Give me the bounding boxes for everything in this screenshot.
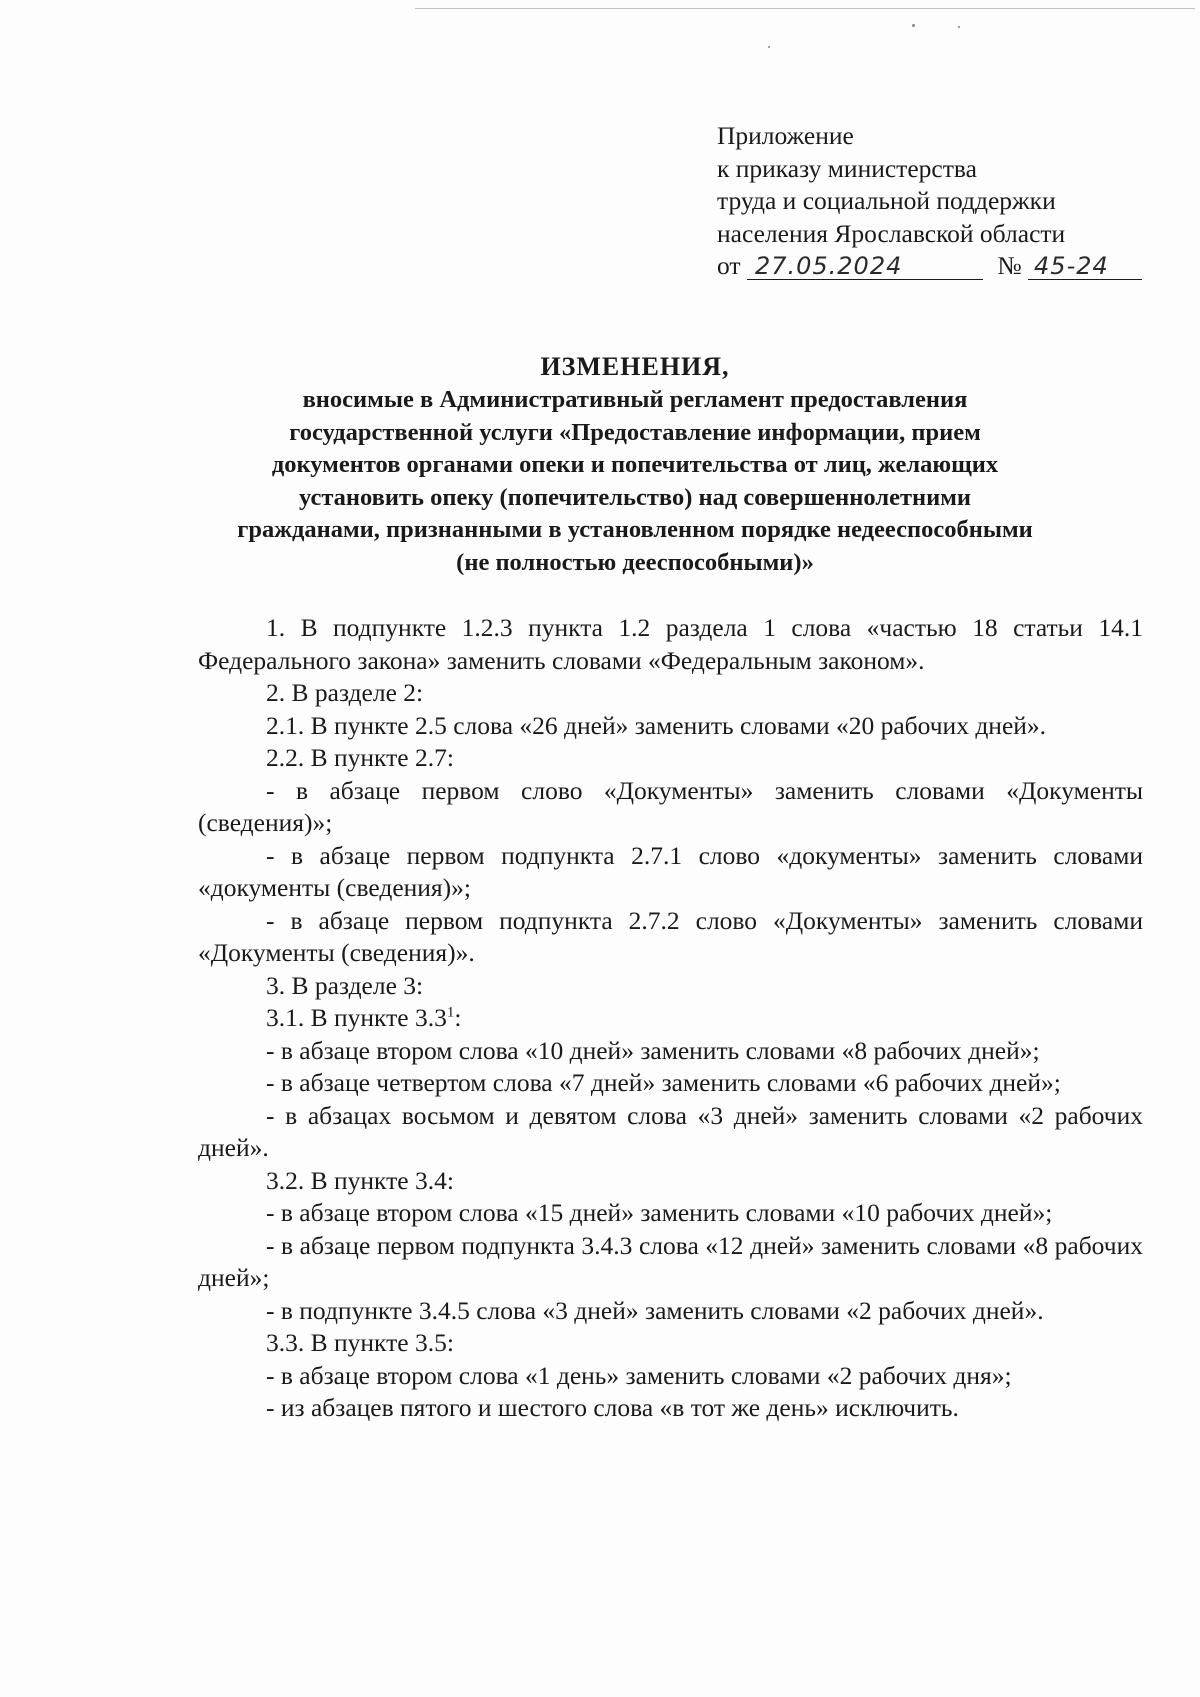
title-main: ИЗМЕНЕНИЯ, <box>540 352 730 381</box>
scan-speck <box>768 46 770 48</box>
title-line: государственной услуги «Предоставление информации, прием <box>289 418 981 446</box>
paragraph: - в абзаце четвертом слова «7 дней» заменить словами «6 рабочих дней»; <box>266 1068 1061 1097</box>
title-line: вносимые в Административный регламент предоставления <box>302 386 968 413</box>
paragraph: - в абзаце втором слова «15 дней» заменить словами «10 рабочих дней»; <box>266 1198 1053 1227</box>
title-line: гражданами, признанными в установленном порядке недееспособными <box>237 516 1033 543</box>
paragraph: - из абзацев пятого и шестого слова «в тот же день» исключить. <box>266 1393 959 1422</box>
appendix-header <box>717 120 1142 283</box>
paragraph: 2.1. В пункте 2.5 слова «26 дней» заменить словами «20 рабочих дней». <box>266 710 1047 740</box>
paragraph: 3. В разделе 3: <box>266 970 424 1000</box>
paragraph: 3.3. В пункте 3.5: <box>266 1328 454 1357</box>
number-prefix: № <box>997 251 1022 280</box>
paragraph-3-3 <box>198 1002 1143 1035</box>
paragraph-text: 3.1. В пункте 3.3 <box>266 1003 447 1032</box>
appendix-line: населения Ярославской области <box>717 218 1066 248</box>
paragraph: - в абзаце втором слова «1 день» заменить словами «2 рабочих дня»; <box>266 1360 1012 1390</box>
paragraph: - в абзаце первом слово «Документы» заменить словами «Документы (сведения)»; <box>198 775 1143 837</box>
paragraph: 2. В разделе 2: <box>266 678 424 707</box>
paragraph: - в абзацах восьмом и девятом слова «3 дней» заменить словами «2 рабочих дней». <box>198 1100 1143 1162</box>
scan-speck <box>958 26 960 28</box>
paragraph: 1. В подпункте 1.2.3 пункта 1.2 раздела 1 слова «частью 18 статьи 14.1 Федерального закона» заменить словами «Федеральным законом». <box>198 613 1143 675</box>
appendix-line: к приказу министерства <box>717 153 977 183</box>
paragraph: - в абзаце первом подпункта 3.4.3 слова «12 дней» заменить словами «8 рабочих дней»; <box>198 1230 1143 1292</box>
paragraph: - в подпункте 3.4.5 слова «3 дней» заменить словами «2 рабочих дней». <box>266 1295 1044 1325</box>
superscript: 1 <box>446 1004 455 1021</box>
paragraph: - в абзаце первом подпункта 2.7.2 слово «Документы» заменить словами «Документы (сведения)». <box>198 905 1143 967</box>
handwritten-date: 27.05.2024 <box>747 253 983 280</box>
title-line: установить опеку (попечительство) над совершеннолетними <box>298 483 972 511</box>
date-prefix: от <box>717 251 741 280</box>
paragraph-suffix: : <box>454 1003 462 1032</box>
paragraph: 2.2. В пункте 2.7: <box>266 743 454 772</box>
appendix-date-row <box>717 250 1142 283</box>
appendix-line: труда и социальной поддержки <box>717 186 1056 215</box>
scan-speck <box>912 24 915 27</box>
title-line: документов органами опеки и попечительства от лиц, желающих <box>271 451 999 478</box>
handwritten-number: 45-24 <box>1028 253 1142 280</box>
paragraph: 3.2. В пункте 3.4: <box>266 1165 454 1195</box>
scan-artifact-line <box>415 8 1195 9</box>
title-line: (не полностью дееспособными)» <box>456 548 814 576</box>
document-title <box>190 350 1080 579</box>
paragraph: - в абзаце первом подпункта 2.7.1 слово «документы» заменить словами «документы (сведения)»; <box>198 840 1143 902</box>
appendix-line: Приложение <box>717 121 854 150</box>
document-body <box>198 612 1143 1425</box>
paragraph: - в абзаце втором слова «10 дней» заменить словами «8 рабочих дней»; <box>266 1035 1040 1065</box>
